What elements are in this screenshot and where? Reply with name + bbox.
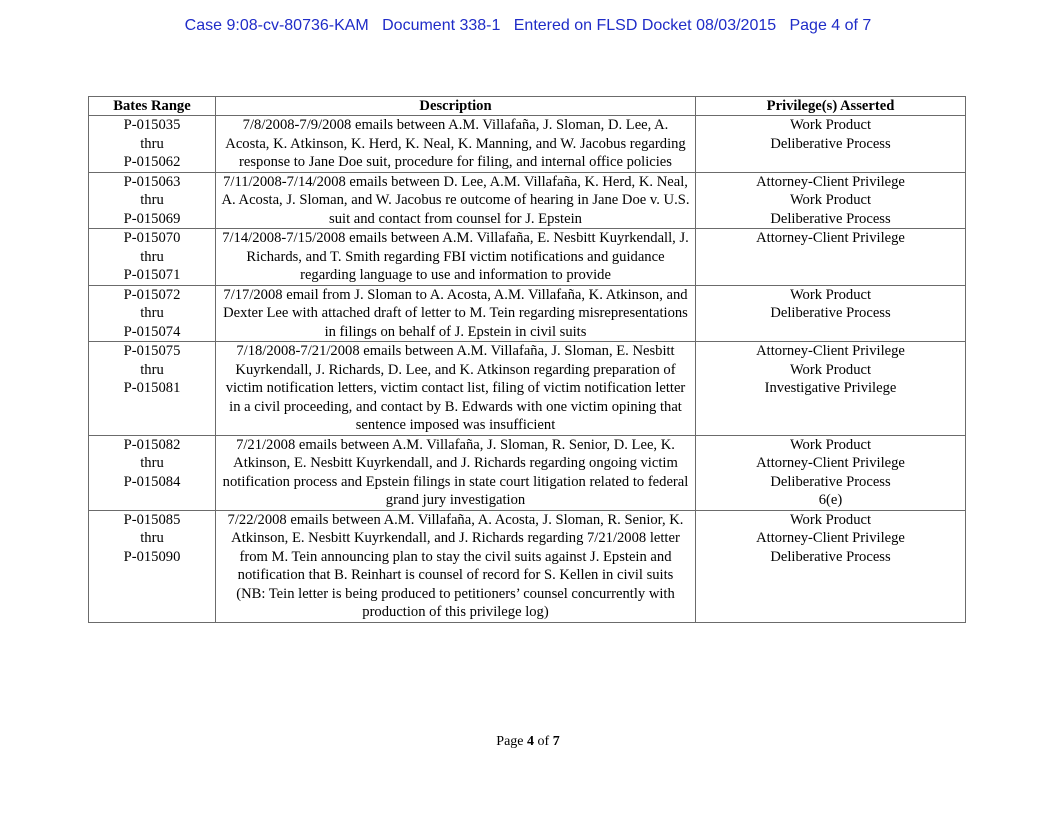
bates-thru: thru — [140, 248, 164, 265]
privilege-item: Attorney-Client Privilege — [756, 173, 905, 190]
bates-thru: thru — [140, 361, 164, 378]
table-row — [89, 116, 966, 173]
page-footer — [0, 734, 1056, 750]
bates-end: P-015071 — [123, 267, 181, 283]
description-cell: 7/21/2008 emails between A.M. Villafaña, J. Sloman, R. Senior, D. Lee, K. Atkinson, E. Nesbitt Kuyrkendall, and J. Richards regarding ongoing victim notification process and Epstein filings in state court litigation related to federal grand jury investigation — [216, 435, 696, 510]
table-row — [89, 172, 966, 229]
bates-end: P-015081 — [123, 380, 181, 396]
header-document-number: Document 338-1 — [382, 17, 501, 34]
bates-thru: thru — [140, 305, 164, 321]
privilege-cell — [696, 342, 966, 436]
bates-start: P-015072 — [123, 286, 181, 303]
privilege-item: Work Product — [789, 361, 872, 378]
column-header-bates-range: Bates Range — [89, 97, 216, 116]
header-page-number: Page 4 of 7 — [789, 17, 872, 34]
header-entered-date: Entered on FLSD Docket 08/03/2015 — [513, 17, 777, 34]
bates-thru: thru — [140, 135, 164, 152]
bates-start: P-015035 — [123, 117, 181, 133]
bates-end: P-015062 — [123, 154, 181, 170]
table-row — [89, 285, 966, 342]
bates-range-cell — [89, 116, 216, 173]
bates-range-cell — [89, 172, 216, 229]
table-row — [89, 342, 966, 436]
description-cell: 7/17/2008 email from J. Sloman to A. Acosta, A.M. Villafaña, K. Atkinson, and Dexter Lee with attached draft of letter to M. Tein regarding misrepresentations in filings on behalf of J. Epstein in civil suits — [216, 285, 696, 342]
privilege-cell — [696, 172, 966, 229]
bates-range-cell — [89, 435, 216, 510]
privilege-cell — [696, 435, 966, 510]
privilege-item: 6(e) — [818, 492, 843, 508]
privilege-item: Attorney-Client Privilege — [756, 530, 905, 546]
bates-start: P-015070 — [123, 230, 181, 246]
footer-total-pages: 7 — [552, 734, 560, 749]
privilege-item: Work Product — [789, 436, 872, 453]
table-header-row — [89, 97, 966, 116]
table-row — [89, 435, 966, 510]
privilege-log-table — [88, 96, 966, 623]
header-case-number: Case 9:08-cv-80736-KAM — [184, 17, 369, 34]
privilege-cell — [696, 510, 966, 622]
privilege-cell — [696, 285, 966, 342]
description-cell: 7/11/2008-7/14/2008 emails between D. Lee, A.M. Villafaña, K. Herd, K. Neal, A. Acosta, J. Sloman, and W. Jacobus re outcome of hearing in Jane Doe v. U.S. suit and contact from counsel for J. Epstein — [216, 172, 696, 229]
docket-header — [0, 17, 1056, 35]
privilege-item: Deliberative Process — [770, 135, 891, 152]
privilege-item: Work Product — [789, 192, 872, 208]
footer-of-label: of — [537, 734, 550, 749]
bates-start: P-015082 — [123, 436, 181, 453]
bates-range-cell — [89, 510, 216, 622]
privilege-item: Attorney-Client Privilege — [756, 455, 905, 471]
privilege-item: Work Product — [789, 117, 872, 133]
description-cell: 7/8/2008-7/9/2008 emails between A.M. Villafaña, J. Sloman, D. Lee, A. Acosta, K. Atkinson, K. Herd, K. Neal, K. Manning, and W. Jacobus regarding response to Jane Doe suit, procedure for filing, and internal office policies — [216, 116, 696, 173]
column-header-description: Description — [216, 97, 696, 116]
privilege-item: Deliberative Process — [770, 305, 891, 321]
privilege-item: Investigative Privilege — [764, 380, 897, 396]
bates-thru: thru — [140, 192, 164, 208]
privilege-item: Deliberative Process — [770, 548, 891, 565]
footer-page-label: Page — [496, 734, 524, 749]
bates-end: P-015090 — [123, 548, 181, 565]
footer-current-page: 4 — [527, 734, 535, 749]
privilege-cell — [696, 229, 966, 286]
privilege-item: Attorney-Client Privilege — [756, 343, 905, 359]
bates-end: P-015069 — [123, 210, 181, 227]
privilege-cell — [696, 116, 966, 173]
bates-start: P-015063 — [123, 173, 181, 190]
description-cell: 7/18/2008-7/21/2008 emails between A.M. Villafaña, J. Sloman, E. Nesbitt Kuyrkendall, J. Richards, D. Lee, and K. Atkinson regarding preparation of victim notification letters, victim contact list, filing of victim notification letter in a civil proceeding, and contact by B. Edwards with one victim opining that sentence imposed was insufficient — [216, 342, 696, 436]
description-note: (NB: Tein letter is being produced to petitioners’ counsel concurrently with production of this privilege log) — [236, 585, 675, 620]
description-cell — [216, 510, 696, 622]
table-row — [89, 510, 966, 622]
description-text: 7/22/2008 emails between A.M. Villafaña, A. Acosta, J. Sloman, R. Senior, K. Atkinson, E. Nesbitt Kuyrkendall, and J. Richards regarding 7/21/2008 letter from M. Tein announcing plan to stay the civil suits against J. Epstein and notification that B. Reinhart is counsel of record for S. Kellen in civil suits — [227, 511, 684, 583]
privilege-item: Deliberative Process — [770, 473, 891, 490]
bates-start: P-015075 — [123, 343, 181, 359]
bates-range-cell — [89, 342, 216, 436]
bates-range-cell — [89, 229, 216, 286]
privilege-item: Work Product — [789, 286, 872, 303]
bates-thru: thru — [140, 455, 164, 471]
table-row — [89, 229, 966, 286]
privilege-item: Deliberative Process — [770, 210, 891, 227]
privilege-item: Work Product — [789, 511, 872, 528]
bates-range-cell — [89, 285, 216, 342]
column-header-privileges: Privilege(s) Asserted — [696, 97, 966, 116]
description-cell: 7/14/2008-7/15/2008 emails between A.M. Villafaña, E. Nesbitt Kuyrkendall, J. Richards, and T. Smith regarding FBI victim notifications and guidance regarding language to use and information to provide — [216, 229, 696, 286]
bates-end: P-015084 — [123, 473, 181, 490]
bates-start: P-015085 — [123, 511, 181, 528]
privilege-item: Attorney-Client Privilege — [756, 230, 905, 246]
bates-end: P-015074 — [123, 323, 181, 340]
bates-thru: thru — [140, 530, 164, 546]
